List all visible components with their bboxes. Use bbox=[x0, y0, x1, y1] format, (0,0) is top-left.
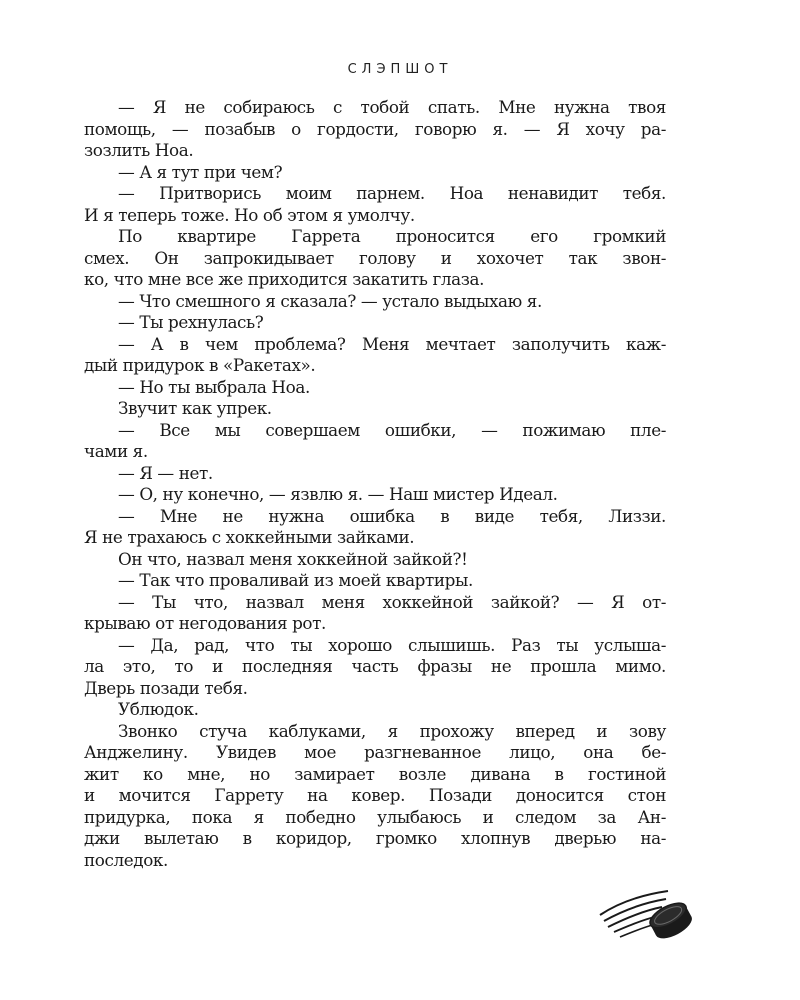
text-line: — О, ну конечно, — язвлю я. — Наш мистер Идеал. bbox=[118, 484, 558, 504]
text-line: — Я не собираюсь с тобой спать. Мне нужна твоя bbox=[118, 97, 666, 117]
text-line: смех. Он запрокидывает голову и хохочет так звон- bbox=[84, 247, 666, 268]
text-line: помощь, — позабыв о гордости, говорю я. — Я хочу ра- bbox=[84, 118, 666, 139]
text-line: Ублюдок. bbox=[118, 699, 199, 719]
text-line: крываю от негодования рот. bbox=[84, 613, 326, 633]
text-line: — Мне не нужна ошибка в виде тебя, Лиззи. bbox=[118, 505, 666, 526]
text-line: — Ты что, назвал меня хоккейной зайкой? — Я от- bbox=[118, 591, 666, 612]
text-line: — Да, рад, что ты хорошо слышишь. Раз ты услыша- bbox=[118, 634, 666, 655]
text-line: — Я — нет. bbox=[118, 462, 213, 483]
text-line: джи вылетаю в коридор, громко хлопнув дверью на- bbox=[84, 828, 666, 848]
text-line: — Но ты выбрала Ноа. bbox=[118, 376, 310, 397]
hockey-puck-icon bbox=[598, 885, 694, 947]
text-line: — А я тут при чем? bbox=[118, 161, 283, 182]
text-line: зозлить Ноа. bbox=[84, 140, 194, 160]
text-line: Я не трахаюсь с хоккейными зайками. bbox=[84, 527, 415, 547]
text-line: Звучит как упрек. bbox=[118, 398, 272, 418]
text-line: — Все мы совершаем ошибки, — пожимаю пле- bbox=[118, 419, 666, 440]
text-line: По квартире Гаррета проносится его громкий bbox=[118, 226, 666, 246]
text-line: — А в чем проблема? Меня мечтает заполучить каж- bbox=[118, 333, 666, 354]
body-text bbox=[84, 97, 666, 871]
text-line: и мочится Гаррету на ковер. Позади доносится стон bbox=[84, 785, 666, 805]
text-line: И я теперь тоже. Но об этом я умолчу. bbox=[84, 204, 415, 225]
text-line: Звонко стуча каблуками, я прохожу вперед и зову bbox=[118, 720, 666, 741]
text-line: — Притворись моим парнем. Ноа ненавидит тебя. bbox=[118, 183, 666, 203]
text-line: жит ко мне, но замирает возле дивана в гостиной bbox=[84, 763, 666, 784]
text-line: Он что, назвал меня хоккейной зайкой?! bbox=[118, 548, 468, 569]
text-line: Дверь позади тебя. bbox=[84, 677, 248, 698]
text-line: придурка, пока я победно улыбаюсь и следом за Ан- bbox=[84, 806, 666, 827]
text-line: Анджелину. Увидев мое разгневанное лицо, она бе- bbox=[84, 742, 666, 762]
text-line: — Ты рехнулась? bbox=[118, 312, 264, 332]
text-line: — Так что проваливай из моей квартиры. bbox=[118, 570, 473, 590]
text-line: ла это, то и последняя часть фразы не прошла мимо. bbox=[84, 656, 666, 676]
text-line: чами я. bbox=[84, 441, 148, 461]
text-line: дый придурок в «Ракетах». bbox=[84, 355, 316, 375]
text-line: ко, что мне все же приходится закатить глаза. bbox=[84, 269, 485, 289]
text-line: последок. bbox=[84, 849, 168, 870]
running-head: СЛЭПШОТ bbox=[347, 62, 453, 77]
text-line: — Что смешного я сказала? — устало выдыхаю я. bbox=[118, 290, 542, 311]
